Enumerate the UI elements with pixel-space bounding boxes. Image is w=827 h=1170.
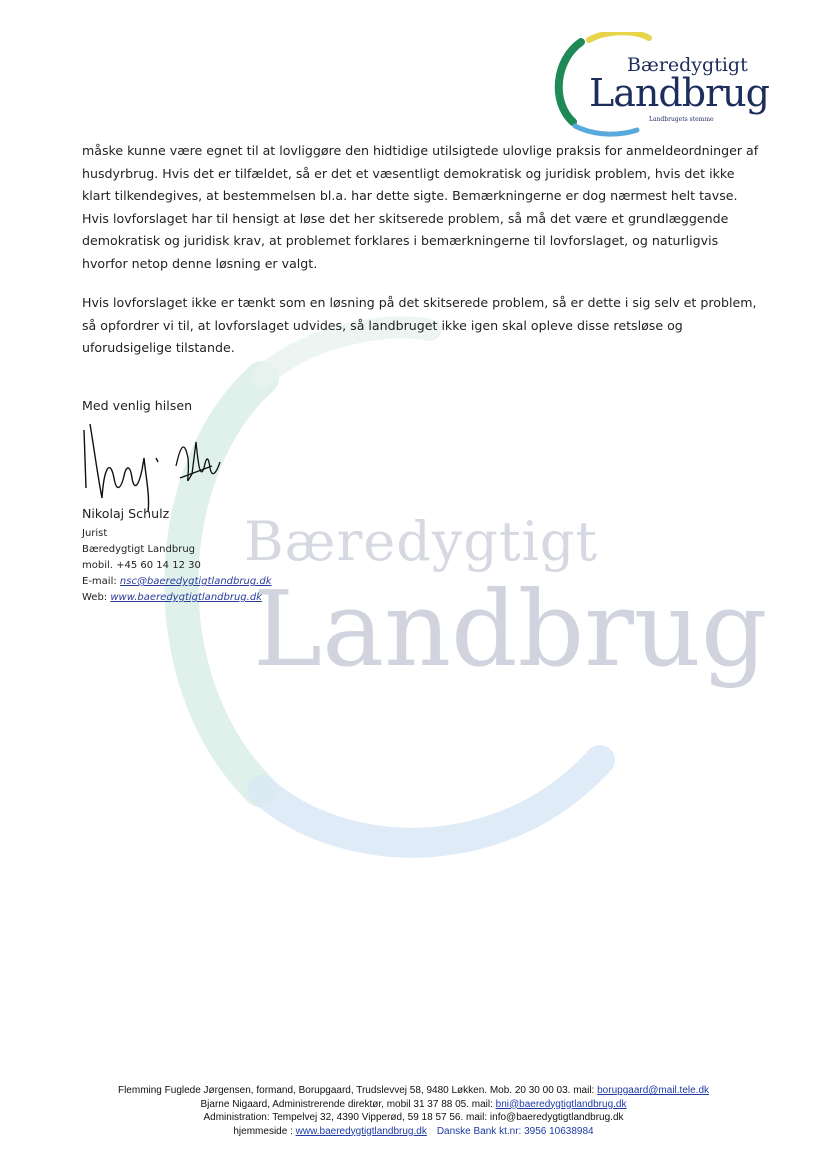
email-link[interactable]: nsc@baeredygtigtlandbrug.dk bbox=[119, 576, 272, 587]
watermark-text-line2: Landbrug bbox=[253, 568, 768, 690]
footer-line-administration: Administration: Tempelvej 32, 4390 Vipperød, 59 18 57 56. mail: info@baeredygtigtlandbrug.dk bbox=[203, 1112, 624, 1123]
footer-director-text: Bjarne Nigaard, Administrerende direktør, mobil 31 37 88 05. mail: bbox=[200, 1098, 496, 1110]
web-link[interactable]: www.baeredygtigtlandbrug.dk bbox=[110, 592, 262, 603]
footer-line-website bbox=[0, 1125, 827, 1139]
footer-bank-account: Danske Bank kt.nr: 3956 10638984 bbox=[436, 1125, 594, 1137]
letter-body bbox=[82, 140, 762, 377]
logo-tagline: Landbrugets stemme bbox=[649, 116, 714, 123]
email-label: E-mail: bbox=[82, 576, 120, 587]
signer-organization: Bæredygtigt Landbrug bbox=[82, 544, 196, 555]
signer-contact-block bbox=[82, 526, 271, 606]
footer-line-director bbox=[0, 1098, 827, 1112]
signer-email-row bbox=[82, 574, 271, 590]
web-label: Web: bbox=[82, 592, 111, 603]
footer-chairman-email-link[interactable]: borupgaard@mail.tele.dk bbox=[597, 1085, 710, 1096]
body-paragraph: måske kunne være egnet til at lovliggøre den hidtidige utilsigtede ulovlige praksis for anmeldeordninger af husdyrbrug. Hvis det er tilfældet, så er det et væsentligt demokratisk og juridisk problem, hvis det ikke klart tilkendegives, at bestemmelsen bl.a. har dette sigte. Bemærkningerne er dog nærmest helt tavse. Hvis lovforslaget har til hensigt at løse det her skitserede problem, så må det være et grundlæggende demokratisk og juridisk krav, at problemet forklares i bemærkningerne til lovforslaget, og naturligvis hvorfor netop denne løsning er valgt. bbox=[82, 143, 759, 271]
logo-title-line1: Bæredygtigt bbox=[627, 54, 748, 76]
logo-title-line2: Landbrug bbox=[589, 71, 769, 115]
watermark-text-line1: Bæredygtigt bbox=[244, 510, 599, 573]
organization-logo bbox=[545, 32, 769, 138]
signer-web-row bbox=[82, 590, 271, 606]
signer-title: Jurist bbox=[82, 528, 108, 539]
page-footer bbox=[0, 1084, 827, 1138]
footer-director-email-link[interactable]: bni@baeredygtigtlandbrug.dk bbox=[495, 1098, 627, 1110]
handwritten-signature bbox=[80, 418, 230, 514]
footer-website-label: hjemmeside : bbox=[233, 1125, 296, 1137]
footer-chairman-text: Flemming Fuglede Jørgensen, formand, Borupgaard, Trudslevvej 58, 9480 Løkken. Mob. 20 30 00 03. mail: bbox=[117, 1085, 598, 1096]
footer-line-chairman bbox=[0, 1084, 827, 1098]
signer-mobile: mobil. +45 60 14 12 30 bbox=[82, 560, 201, 571]
body-paragraph: Hvis lovforslaget ikke er tænkt som en løsning på det skitserede problem, så er dette i sig selv et problem, så opfordrer vi til, at lovforslaget udvides, så landbruget ikke igen skal opleve disse retsløse og uforudsigelige tilstande. bbox=[82, 295, 757, 355]
footer-website-link[interactable]: www.baeredygtigtlandbrug.dk bbox=[295, 1125, 427, 1137]
closing-greeting: Med venlig hilsen bbox=[82, 398, 193, 413]
signer-name: Nikolaj Schulz bbox=[82, 506, 170, 521]
